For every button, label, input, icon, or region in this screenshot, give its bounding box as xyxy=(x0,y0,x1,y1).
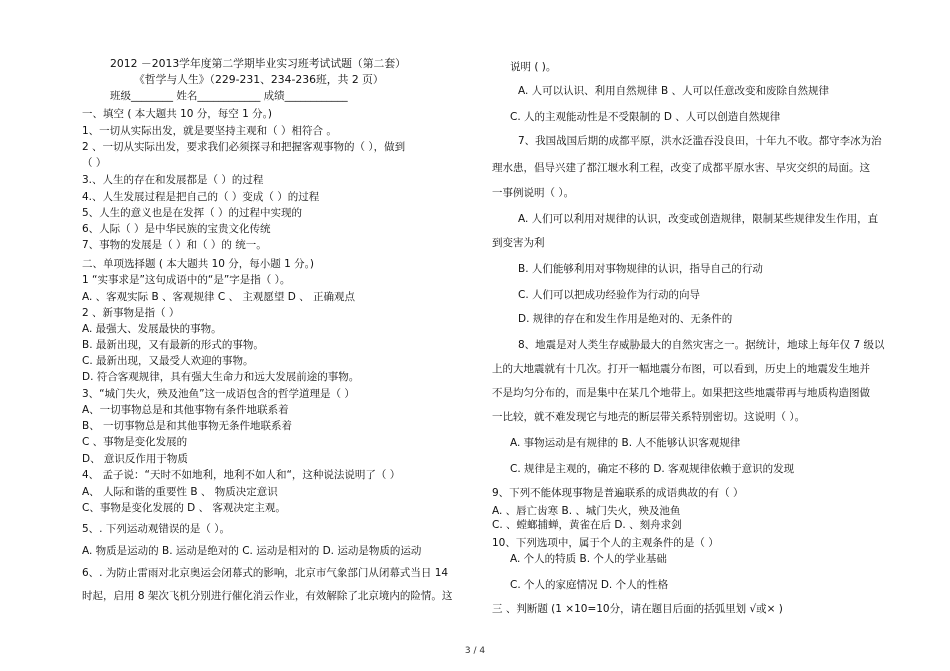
right-line-3: 7、我国战国后期的成都平原，洪水泛滥吞没良田，十年九不收。都守李冰为治 xyxy=(518,135,882,147)
left-line-6: （ ） xyxy=(82,157,107,169)
right-line-16: C. 规律是主观的，确定不移的 D. 客观规律依赖于意识的发现 xyxy=(510,463,795,475)
left-line-28: 5、. 下列运动观错误的是（ ）。 xyxy=(82,523,230,535)
right-line-19: C. 、螳螂捕蝉，黄雀在后 D. 、刻舟求剑 xyxy=(492,519,682,531)
right-line-8: B. 人们能够利用对事物规律的认识，指导自己的行动 xyxy=(518,263,763,275)
left-line-14: A. 、客观实际 B 、客观规律 C 、 主观愿望 D 、 正确观点 xyxy=(82,291,355,303)
left-line-9: 5、人生的意义也是在发挥（ ）的过程中实现的 xyxy=(82,207,303,219)
right-line-1: A. 人可以认识、利用自然规律 B 、人可以任意改变和废除自然规律 xyxy=(518,85,830,97)
left-line-29: A. 物质是运动的 B. 运动是绝对的 C. 运动是相对的 D. 运动是物质的运动 xyxy=(82,545,422,557)
right-line-2: C. 人的主观能动性是不受限制的 D 、人可以创造自然规律 xyxy=(510,111,781,123)
left-line-7: 3.、人生的存在和发展都是（ ）的过程 xyxy=(82,174,264,186)
right-line-9: C. 人们可以把成功经验作为行动的向导 xyxy=(518,289,701,301)
left-line-2: 班级________ 姓名____________ 成绩____________ xyxy=(110,90,348,102)
left-line-8: 4.、人生发展过程是把自己的（ ）变成（ ）的过程 xyxy=(82,191,320,203)
right-line-0: 说明 ( )。 xyxy=(510,61,557,73)
left-line-23: C 、事物是变化发展的 xyxy=(82,436,188,448)
right-line-10: D. 规律的存在和发生作用是绝对的、无条件的 xyxy=(518,313,733,325)
right-line-18: A. 、唇亡齿寒 B. 、城门失火，殃及池鱼 xyxy=(492,505,681,517)
left-line-18: C. 最新出现，又最受人欢迎的事物。 xyxy=(82,355,254,367)
right-line-4: 理水患，倡导兴建了都江堰水利工程，改变了成都平原水害、旱灾交织的局面。这 xyxy=(492,162,870,174)
left-line-16: A. 最强大、发展最快的事物。 xyxy=(82,323,222,335)
left-line-22: B、 一切事物总是和其他事物无条件地联系着 xyxy=(82,420,293,432)
right-line-13: 不是均匀分布的，而是集中在某几个地带上。如果把这些地震带再与地质构造图做 xyxy=(492,387,870,399)
left-line-24: D、 意识反作用于物质 xyxy=(82,453,188,465)
left-line-27: C、事物是变化发展的 D 、 客观决定主观。 xyxy=(82,502,286,514)
right-line-12: 上的大地震就有十几次。打开一幅地震分布图，可以看到，历史上的地震发生地并 xyxy=(492,363,870,375)
left-line-11: 7、事物的发展是（ ）和（ ）的 统一。 xyxy=(82,239,267,251)
left-line-13: 1 “实事求是”这句成语中的“是”字是指（ ）。 xyxy=(82,274,291,286)
left-line-10: 6、人际（ ）是中华民族的宝贵文化传统 xyxy=(82,223,271,235)
left-line-19: D. 符合客观规律，具有强大生命力和远大发展前途的事物。 xyxy=(82,371,360,383)
right-line-6: A. 人们可以利用对规律的认识，改变或创造规律，限制某些规律发生作用，直 xyxy=(518,213,879,225)
right-line-7: 到变害为利 xyxy=(492,237,545,249)
left-line-31: 时起，启用 8 架次飞机分别进行催化消云作业，有效解除了北京境内的险情。这 xyxy=(82,590,453,602)
right-line-23: 三 、判断题 (1 ×10=10分，请在题目后面的括弧里划 √或× ) xyxy=(492,603,783,615)
left-line-25: 4、 孟子说：“天时不如地利，地利不如人和“，这种说法说明了（ ） xyxy=(82,469,401,481)
left-line-17: B. 最新出现，又有最新的形式的事物。 xyxy=(82,339,264,351)
left-line-4: 1、一切从实际出发，就是要坚持主观和（ ）相符合 。 xyxy=(82,125,337,137)
right-line-20: 10、下列选项中，属于个人的主观条件的是（ ） xyxy=(492,537,719,549)
left-line-3: 一、填空 ( 本大题共 10 分，每空 1 分。) xyxy=(82,108,273,120)
right-line-15: A. 事物运动是有规律的 B. 人不能够认识客观规律 xyxy=(510,437,741,449)
left-line-1: 《哲学与人生》（229-231、234-236班，共 2 页） xyxy=(134,73,384,86)
left-line-30: 6、. 为防止雷雨对北京奥运会闭幕式的影响，北京市气象部门从闭幕式当日 14 xyxy=(82,567,449,579)
left-line-0: 2012 －2013学年度第二学期毕业实习班考试试题（第二套） xyxy=(110,57,406,70)
right-line-14: 一比较，就不难发现它与地壳的断层带关系特别密切。这说明（ ）。 xyxy=(492,411,806,423)
left-line-21: A、一切事物总是和其他事物有条件地联系着 xyxy=(82,404,289,416)
left-line-15: 2 、新事物是指（ ） xyxy=(82,307,180,319)
left-line-12: 二、单项选择题 ( 本大题共 10 分，每小题 1 分。) xyxy=(82,258,315,270)
right-line-5: 一事例说明（ ）。 xyxy=(492,187,575,199)
left-line-5: 2 、一切从实际出发，要求我们必须探寻和把握客观事物的（ ），做到 xyxy=(82,141,406,153)
right-line-22: C. 个人的家庭情况 D. 个人的性格 xyxy=(510,579,669,591)
right-line-17: 9、下列不能体现事物是普遍联系的成语典故的有（ ） xyxy=(492,487,744,499)
left-line-26: A、 人际和谐的重要性 B 、 物质决定意识 xyxy=(82,486,278,498)
page-number: 3 / 4 xyxy=(464,646,486,656)
left-line-20: 3、“城门失火，殃及池鱼”这一成语包含的哲学道理是（ ） xyxy=(82,388,355,400)
right-line-21: A. 个人的特质 B. 个人的学业基础 xyxy=(510,553,667,565)
right-line-11: 8、地震是对人类生存威胁最大的自然灾害之一。据统计，地球上每年仅 7 级以 xyxy=(518,339,885,351)
